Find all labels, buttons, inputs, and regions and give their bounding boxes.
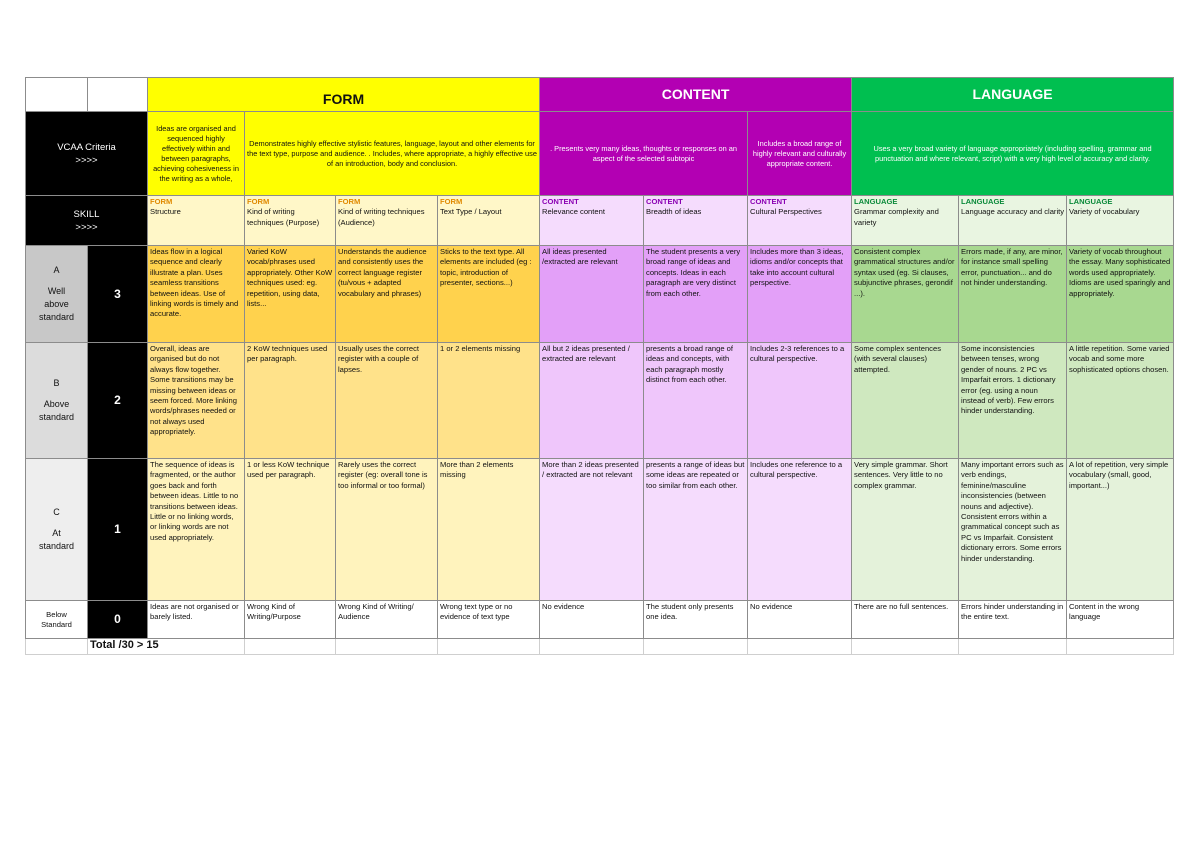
total-empty <box>748 639 852 655</box>
grade-row-c <box>26 459 1174 601</box>
cell-grammar: Consistent complex grammatical structures and/or syntax used (eg. Si clauses, subjunctive phrases, gerondif ...). <box>852 246 959 343</box>
skill-tag: CONTENT <box>750 197 787 206</box>
cell-cultural: Includes more than 3 ideas, idioms and/or concepts that take into account cultural perspective. <box>748 246 852 343</box>
grade-text: above <box>44 299 69 309</box>
grade-row-b <box>26 343 1174 459</box>
skill-name: Kind of writing techniques (Purpose) <box>247 207 320 227</box>
skill-tag: CONTENT <box>542 197 579 206</box>
cell-relevance: All but 2 ideas presented / extracted are relevant <box>540 343 644 459</box>
cell-vocabulary: Content in the wrong language <box>1067 601 1174 639</box>
total-spacer <box>26 639 88 655</box>
skill-name: Language accuracy and clarity <box>961 207 1065 217</box>
skill-tag: FORM <box>338 197 361 206</box>
skill-tag: LANGUAGE <box>1069 197 1113 206</box>
skill-vocabulary <box>1067 196 1174 246</box>
cell-structure: Ideas flow in a logical sequence and clearly illustrate a plan. Uses seamless transitions between ideas. Use of linking words is timely and accurate. <box>148 246 245 343</box>
grade-text: Well <box>47 286 66 296</box>
grade-label <box>26 343 88 459</box>
criteria-label: VCAA Criteria <box>57 141 116 153</box>
grade-label <box>26 246 88 343</box>
total-empty <box>1067 639 1174 655</box>
score-cell: 3 <box>88 246 148 343</box>
total-label: Total /30 > 15 <box>88 639 245 655</box>
total-empty <box>540 639 644 655</box>
criteria-form-a: Ideas are organised and sequenced highly effectively within and between paragraphs, achieving cohesiveness in the writing as a whole, <box>148 112 245 196</box>
cell-breadth: The student presents a very broad range of ideas and concepts. Ideas in each paragraph are very distinct from each other. <box>644 246 748 343</box>
corner-cell <box>26 78 88 112</box>
form-header: FORM <box>148 78 540 112</box>
skill-tag: LANGUAGE <box>961 197 1005 206</box>
cell-accuracy: Many important errors such as verb endings, feminine/masculine inconsistencies (between nouns and adjective). Consistent errors within a grammatical concept such as PC vs Imparfait. Consistent dictionary errors. Some errors hinder understanding. <box>959 459 1067 601</box>
cell-text-type: Sticks to the text type. All elements are included (eg : topic, introduction of presenter, sections...) <box>438 246 540 343</box>
total-empty <box>245 639 336 655</box>
cell-relevance: All ideas presented /extracted are relevant <box>540 246 644 343</box>
skill-tag: FORM <box>247 197 270 206</box>
cell-structure: The sequence of ideas is fragmented, or the author goes back and forth between ideas. Little to no transitions between ideas. Little or no linking words, or linking words are not used appropriately. <box>148 459 245 601</box>
grade-label <box>26 459 88 601</box>
cell-text-type: 1 or 2 elements missing <box>438 343 540 459</box>
skill-tag: FORM <box>440 197 463 206</box>
skill-breadth <box>644 196 748 246</box>
cell-kow-purpose: Varied KoW vocab/phrases used appropriately. Other KoW techniques used: eg. repetition, using data, lists... <box>245 246 336 343</box>
skill-accuracy <box>959 196 1067 246</box>
skill-tag: LANGUAGE <box>854 197 898 206</box>
skill-name: Cultural Perspectives <box>750 207 822 217</box>
score-cell: 1 <box>88 459 148 601</box>
grade-row-a <box>26 246 1174 343</box>
skill-cultural <box>748 196 852 246</box>
content-header: CONTENT <box>540 78 852 112</box>
skill-name: Relevance content <box>542 207 605 217</box>
grade-letter: C <box>53 507 60 517</box>
grade-letter: B <box>53 378 60 388</box>
skill-kow-audience <box>336 196 438 246</box>
criteria-language: Uses a very broad variety of language appropriately (including spelling, grammar and punctuation and where relevant, script) with a very high level of accuracy and clarity. <box>852 112 1174 196</box>
skill-name: Kind of writing techniques (Audience) <box>338 207 425 227</box>
grade-letter: A <box>53 265 60 275</box>
skill-grammar <box>852 196 959 246</box>
rubric-sheet <box>25 77 1173 655</box>
skill-text-type <box>438 196 540 246</box>
grade-text: standard <box>38 541 75 551</box>
corner-cell-2 <box>88 78 148 112</box>
score-cell: 0 <box>88 601 148 639</box>
score-cell: 2 <box>88 343 148 459</box>
grade-text: standard <box>38 412 75 422</box>
cell-vocabulary: A little repetition. Some varied vocab and some more sophisticated options chosen. <box>1067 343 1174 459</box>
cell-cultural: Includes 2-3 references to a cultural perspective. <box>748 343 852 459</box>
cell-kow-purpose: Wrong Kind of Writing/Purpose <box>245 601 336 639</box>
skill-name: Text Type / Layout <box>440 207 502 217</box>
total-empty <box>438 639 540 655</box>
rubric-table <box>25 77 1174 655</box>
criteria-row <box>26 112 1174 196</box>
grade-row-below <box>26 601 1174 639</box>
cell-grammar: Some complex sentences (with several clauses) attempted. <box>852 343 959 459</box>
grade-letter: Below <box>46 609 67 619</box>
cell-accuracy: Errors made, if any, are minor, for instance small spelling error, punctuation... and do not hinder understanding. <box>959 246 1067 343</box>
grade-label <box>26 601 88 639</box>
cell-breadth: presents a broad range of ideas and concepts, with each paragraph mostly distinct from each other. <box>644 343 748 459</box>
cell-relevance: More than 2 ideas presented / extracted are not relevant <box>540 459 644 601</box>
cell-kow-audience: Rarely uses the correct register (eg: overall tone is too informal or too formal) <box>336 459 438 601</box>
skill-kow-purpose <box>245 196 336 246</box>
criteria-arrows: >>>> <box>75 154 98 166</box>
cell-vocabulary: A lot of repetition, very simple vocabulary (small, good, important...) <box>1067 459 1174 601</box>
cell-vocabulary: Variety of vocab throughout the essay. Many sophisticated words used appropriately. Idioms are used sparingly and appropriately. <box>1067 246 1174 343</box>
total-empty <box>336 639 438 655</box>
cell-breadth: presents a range of ideas but some ideas are repeated or too similar from each other. <box>644 459 748 601</box>
cell-relevance: No evidence <box>540 601 644 639</box>
criteria-content-b: Includes a broad range of highly relevant and culturally appropriate content. <box>748 112 852 196</box>
skill-structure <box>148 196 245 246</box>
grade-text: Above <box>43 399 70 409</box>
criteria-content-a: . Presents very many ideas, thoughts or responses on an aspect of the selected subtopic <box>540 112 748 196</box>
cell-grammar: There are no full sentences. <box>852 601 959 639</box>
grade-text: At <box>52 528 61 538</box>
cell-structure: Overall, ideas are organised but do not always flow together. Some transitions may be missing between ideas or seem forced. More linking words/phrases needed or not always used appropriately. <box>148 343 245 459</box>
skill-name: Grammar complexity and variety <box>854 207 939 227</box>
language-header: LANGUAGE <box>852 78 1174 112</box>
criteria-form-b: Demonstrates highly effective stylistic features, language, layout and other elements for the text type, purpose and audience. . Includes, where appropriate, a highly effective use of an introduction, body and conclusion. <box>245 112 540 196</box>
total-empty <box>644 639 748 655</box>
skill-name: Breadth of ideas <box>646 207 702 217</box>
cell-kow-purpose: 2 KoW techniques used per paragraph. <box>245 343 336 459</box>
cell-accuracy: Errors hinder understanding in the entire text. <box>959 601 1067 639</box>
skill-row <box>26 196 1174 246</box>
cell-breadth: The student only presents one idea. <box>644 601 748 639</box>
cell-grammar: Very simple grammar. Short sentences. Very little to no complex grammar. <box>852 459 959 601</box>
cell-accuracy: Some inconsistencies between tenses, wrong gender of nouns. 2 PC vs Imparfait errors. 1 dictionary error (eg. using a noun instead of verb). Few errors hinder understanding. <box>959 343 1067 459</box>
grade-text: standard <box>38 312 75 322</box>
skill-label: SKILL <box>73 208 100 220</box>
cell-text-type: More than 2 elements missing <box>438 459 540 601</box>
total-row <box>26 639 1174 655</box>
skill-tag: FORM <box>150 197 173 206</box>
cell-kow-purpose: 1 or less KoW technique used per paragraph. <box>245 459 336 601</box>
skill-arrows: >>>> <box>75 221 98 233</box>
skill-label-cell <box>26 196 148 246</box>
total-empty <box>852 639 959 655</box>
cell-kow-audience: Wrong Kind of Writing/ Audience <box>336 601 438 639</box>
cell-kow-audience: Usually uses the correct register with a couple of lapses. <box>336 343 438 459</box>
skill-tag: CONTENT <box>646 197 683 206</box>
grade-text: Standard <box>41 619 72 629</box>
cell-cultural: No evidence <box>748 601 852 639</box>
skill-relevance <box>540 196 644 246</box>
skill-name: Variety of vocabulary <box>1069 207 1140 217</box>
section-header-row <box>26 78 1174 112</box>
skill-name: Structure <box>150 207 181 217</box>
cell-text-type: Wrong text type or no evidence of text type <box>438 601 540 639</box>
criteria-label-cell <box>26 112 148 196</box>
total-empty <box>959 639 1067 655</box>
cell-cultural: Includes one reference to a cultural perspective. <box>748 459 852 601</box>
cell-structure: Ideas are not organised or barely listed. <box>148 601 245 639</box>
cell-kow-audience: Understands the audience and consistently uses the correct language register (tu/vous + adapted vocabulary and phrases) <box>336 246 438 343</box>
